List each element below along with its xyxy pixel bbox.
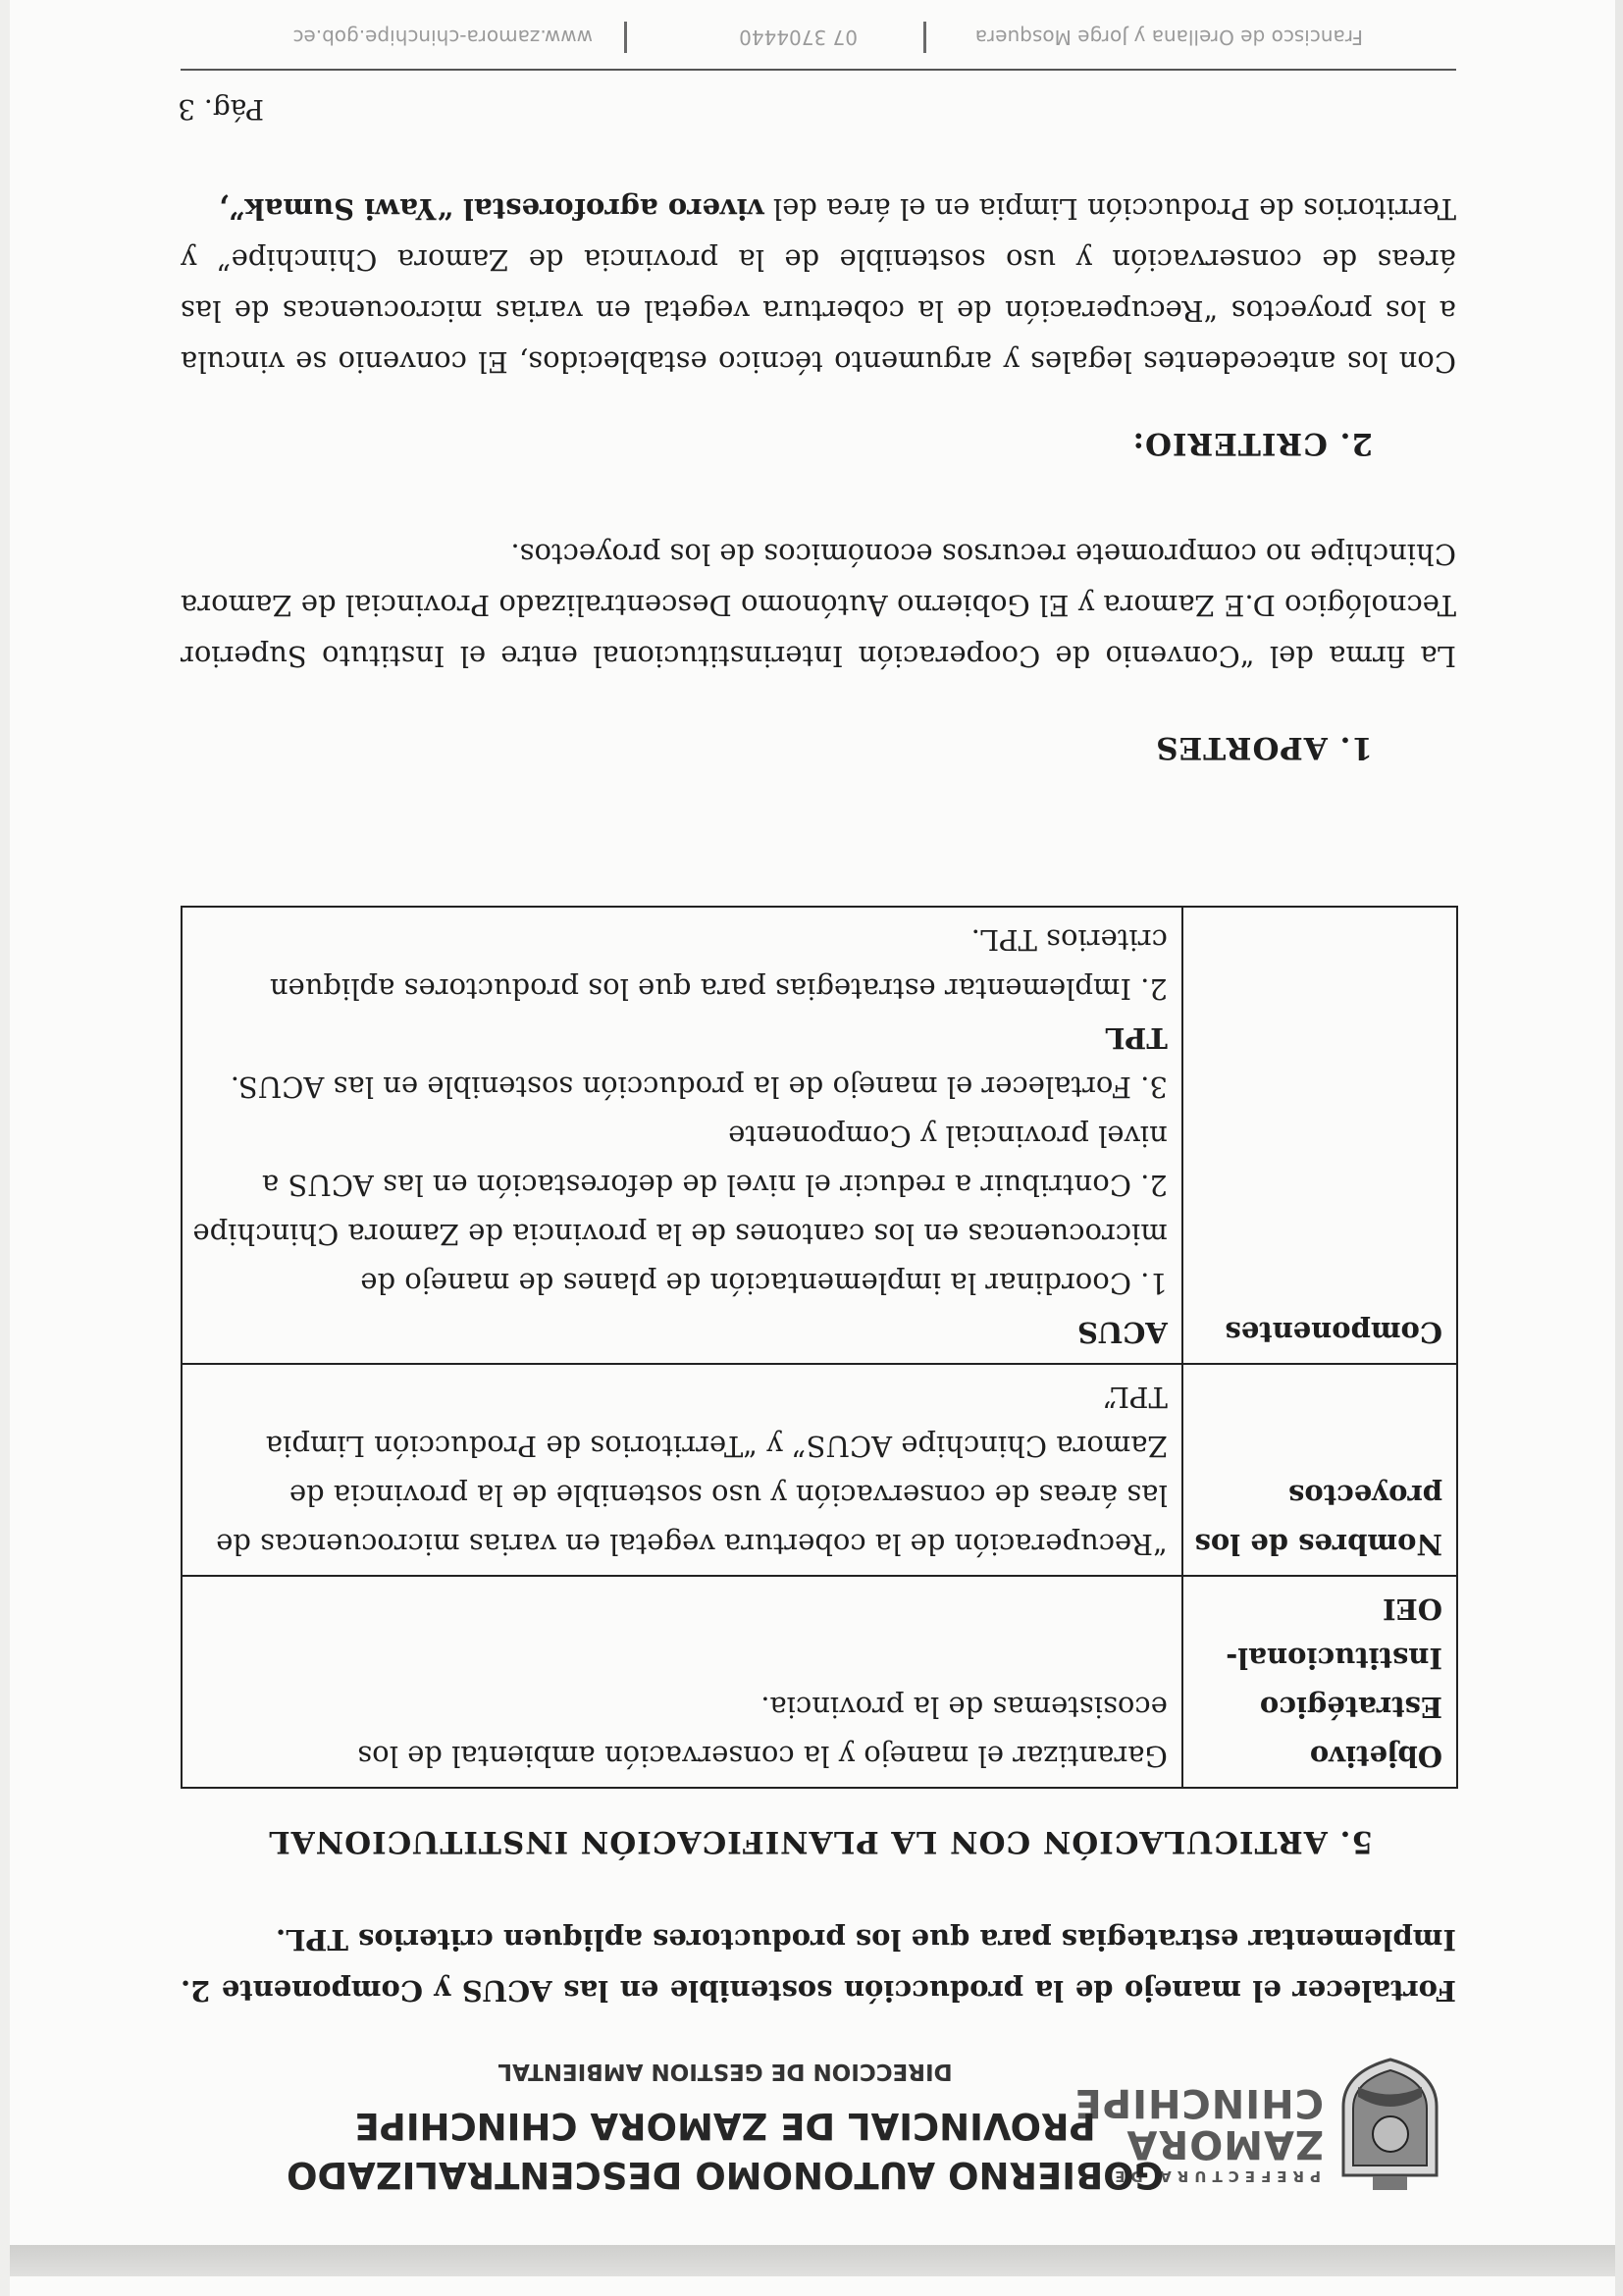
criterio-paragraph xyxy=(181,183,1456,388)
component-paragraph: Fortalecer el manejo de la producción sostenible en las ACUS y Componente 2. Implementar estrategias para que los productores apliquen criterios TPL. xyxy=(181,1923,1456,2008)
components-subheading-acus: ACUS xyxy=(1077,1316,1168,1349)
header-title-1: GOBIERNO AUTONOMO DESCENTRALIZADO xyxy=(286,2154,1165,2196)
header-title-2: PROVINCIAL DE ZAMORA CHINCHIPE xyxy=(354,2105,1096,2147)
footer-address: Francisco de Orellana y Jorge Mosquera xyxy=(974,26,1363,49)
criterio-text: Con los antecedentes legales y argumento técnico establecidos, El convenio se vincula a los proyectos “Recuperación de la cobertura vegetal en varias microcuencas de las áreas de conservación y uso sostenible de la provincia de Zamora Chinchipe” y Territorios de Producción Limpia en el área del xyxy=(181,192,1456,379)
brand-line-2: CHINCHIPE xyxy=(1073,2080,1324,2125)
row-value: Garantizar el manejo y la conservación ambiental de los ecosistemas de la provincia. xyxy=(182,1576,1182,1788)
footer-separator xyxy=(923,22,926,53)
component-item: 3. Fortalecer el manejo de la producción sostenible en las ACUS. xyxy=(230,1070,1168,1104)
component-item: 2. Implementar estrategias para que los productores apliquen criterios TPL. xyxy=(269,923,1168,1006)
table-row xyxy=(182,907,1457,1364)
aportes-heading: 1. APORTES xyxy=(1155,730,1373,765)
row-label: Componentes xyxy=(1182,907,1457,1364)
planning-table xyxy=(181,906,1458,1789)
row-label: Nombres de los proyectos xyxy=(1182,1364,1457,1576)
criterio-heading: 2. CRITERIO: xyxy=(1131,426,1373,461)
section-5-title: 5. ARTICULACIÓN CON LA PLANIFICACIÓN INSTITUCIONAL xyxy=(267,1824,1373,1859)
prefectura-seal-icon xyxy=(1334,2058,1446,2195)
criterio-text-bold: vivero agroforestal “Yawi Sumak”, xyxy=(218,192,764,226)
row-label: Objetivo Estratégico Institucional-OEI xyxy=(1182,1576,1457,1788)
row-value: “Recuperación de la cobertura vegetal en varias microcuencas de las áreas de conservación y uso sostenible de la provincia de Zamora Chinchipe ACUS” y “Territorios de Producción Limpia TPL” xyxy=(182,1364,1182,1576)
footer-separator xyxy=(624,22,627,53)
brand-small: PREFECTURA DE xyxy=(1109,2167,1321,2185)
scan-edge-left xyxy=(1615,0,1623,2296)
scan-band xyxy=(0,2245,1623,2276)
table-row xyxy=(182,1364,1457,1576)
row-value-components xyxy=(182,907,1182,1364)
footer-phone: 07 3704440 xyxy=(739,26,858,49)
page-number: Pág. 3 xyxy=(178,93,264,126)
scan-edge-right xyxy=(0,0,10,2296)
aportes-paragraph: La firma del “Convenio de Cooperación Interinstitucional entre el Instituto Superior Tecnológico D.E Zamora y El Gobierno Autónomo Descentralizado Provincial de Zamora Chinchipe no compromete recursos económicos de los proyectos. xyxy=(181,538,1456,673)
components-subheading-tpl: TPL xyxy=(1105,1021,1168,1055)
component-item: 2. Contribuir a reducir el nivel de deforestación en las ACUS a nivel provincial y Componente xyxy=(261,1120,1168,1202)
page-divider xyxy=(181,69,1456,71)
component-item: 1. Coordinar la implementación de planes de manejo de microcuencas en los cantones de la provincia de Zamora Chinchipe xyxy=(192,1218,1168,1300)
header-title-3: DIRECCION DE GESTION AMBIENTAL xyxy=(497,2059,953,2084)
brand-line-1: ZAMORA xyxy=(1126,2121,1324,2166)
footer-website[interactable]: www.zamora-chinchipe.gob.ec xyxy=(292,26,593,49)
table-row xyxy=(182,1576,1457,1788)
